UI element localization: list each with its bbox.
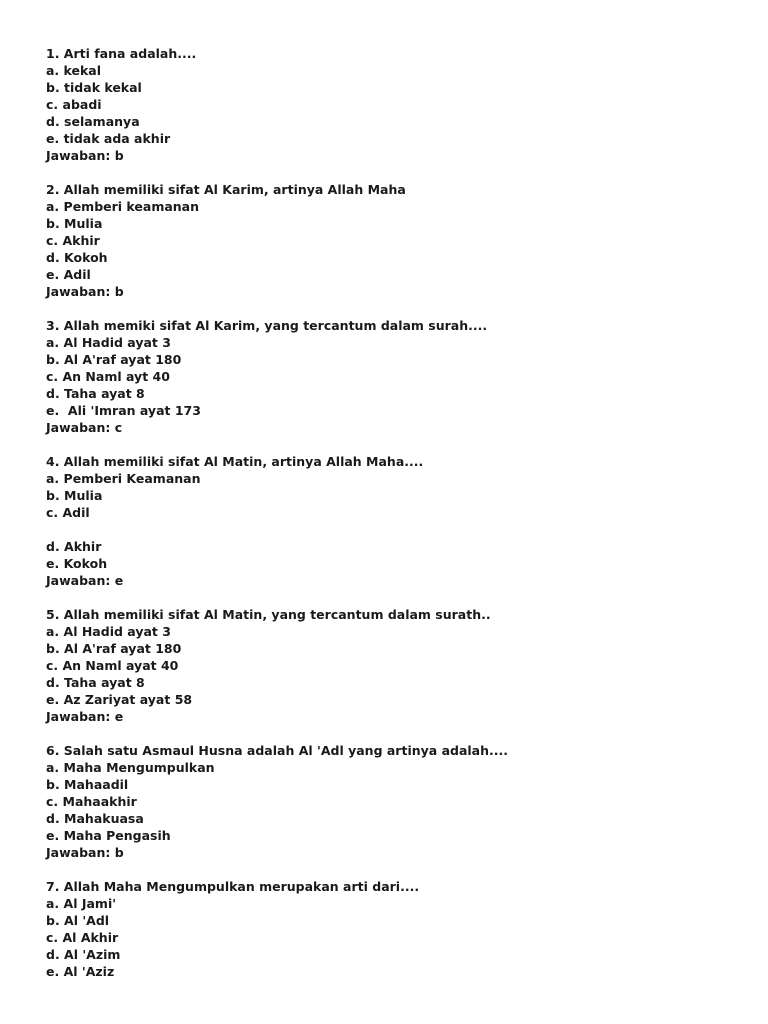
option-line: d. Taha ayat 8 (46, 386, 145, 401)
question-text: 4. Allah memiliki sifat Al Matin, artinya Allah Maha.... (46, 454, 424, 469)
option-line: d. Kokoh (46, 250, 108, 265)
question-spacer (46, 300, 746, 317)
question-block (46, 878, 746, 980)
option-line: a. Al Jami' (46, 896, 117, 911)
option-line: b. Mulia (46, 216, 103, 231)
question-spacer (46, 164, 746, 181)
answer-line: Jawaban: b (46, 284, 124, 299)
option-line: a. Maha Mengumpulkan (46, 760, 215, 775)
option-line: a. Pemberi keamanan (46, 199, 200, 214)
question-spacer (46, 725, 746, 742)
question-spacer (46, 436, 746, 453)
option-line: c. An Naml ayt 40 (46, 369, 170, 384)
option-line: b. Al A'raf ayat 180 (46, 641, 182, 656)
option-line: e. Ali 'Imran ayat 173 (46, 403, 201, 418)
option-line: c. Akhir (46, 233, 100, 248)
answer-line: Jawaban: e (46, 573, 124, 588)
option-line: e. Adil (46, 267, 91, 282)
option-line: a. Al Hadid ayat 3 (46, 335, 171, 350)
question-text: 1. Arti fana adalah.... (46, 46, 197, 61)
question-block (46, 453, 746, 589)
document-page (46, 45, 746, 980)
option-line: e. Al 'Aziz (46, 964, 115, 979)
option-line: d. selamanya (46, 114, 140, 129)
question-text: 7. Allah Maha Mengumpulkan merupakan arti dari.... (46, 879, 420, 894)
answer-line: Jawaban: b (46, 148, 124, 163)
question-block (46, 742, 746, 861)
question-text: 3. Allah memiki sifat Al Karim, yang tercantum dalam surah.... (46, 318, 488, 333)
option-line: b. Mahaadil (46, 777, 129, 792)
option-line: a. Pemberi Keamanan (46, 471, 201, 486)
question-block (46, 606, 746, 725)
option-line: b. Al 'Adl (46, 913, 110, 928)
option-line: a. kekal (46, 63, 102, 78)
option-line: e. Kokoh (46, 556, 108, 571)
option-line: b. Mulia (46, 488, 103, 503)
option-line: c. Al Akhir (46, 930, 119, 945)
question-spacer (46, 589, 746, 606)
question-text: 6. Salah satu Asmaul Husna adalah Al 'Adl yang artinya adalah.... (46, 743, 508, 758)
option-line: d. Akhir (46, 539, 102, 554)
option-line: e. tidak ada akhir (46, 131, 171, 146)
answer-line: Jawaban: b (46, 845, 124, 860)
answer-line: Jawaban: e (46, 709, 124, 724)
question-spacer (46, 861, 746, 878)
blank-line (46, 521, 746, 538)
option-line: e. Maha Pengasih (46, 828, 171, 843)
option-line: a. Al Hadid ayat 3 (46, 624, 171, 639)
option-line: e. Az Zariyat ayat 58 (46, 692, 193, 707)
option-line: b. tidak kekal (46, 80, 142, 95)
option-line: d. Mahakuasa (46, 811, 144, 826)
option-line: c. abadi (46, 97, 102, 112)
option-line: d. Al 'Azim (46, 947, 121, 962)
option-line: c. An Naml ayat 40 (46, 658, 179, 673)
option-line: d. Taha ayat 8 (46, 675, 145, 690)
answer-line: Jawaban: c (46, 420, 123, 435)
question-block (46, 181, 746, 300)
option-line: c. Mahaakhir (46, 794, 137, 809)
question-text: 2. Allah memiliki sifat Al Karim, artinya Allah Maha (46, 182, 406, 197)
option-line: b. Al A'raf ayat 180 (46, 352, 182, 367)
option-line: c. Adil (46, 505, 90, 520)
question-text: 5. Allah memiliki sifat Al Matin, yang tercantum dalam surath.. (46, 607, 491, 622)
question-block (46, 45, 746, 164)
question-block (46, 317, 746, 436)
